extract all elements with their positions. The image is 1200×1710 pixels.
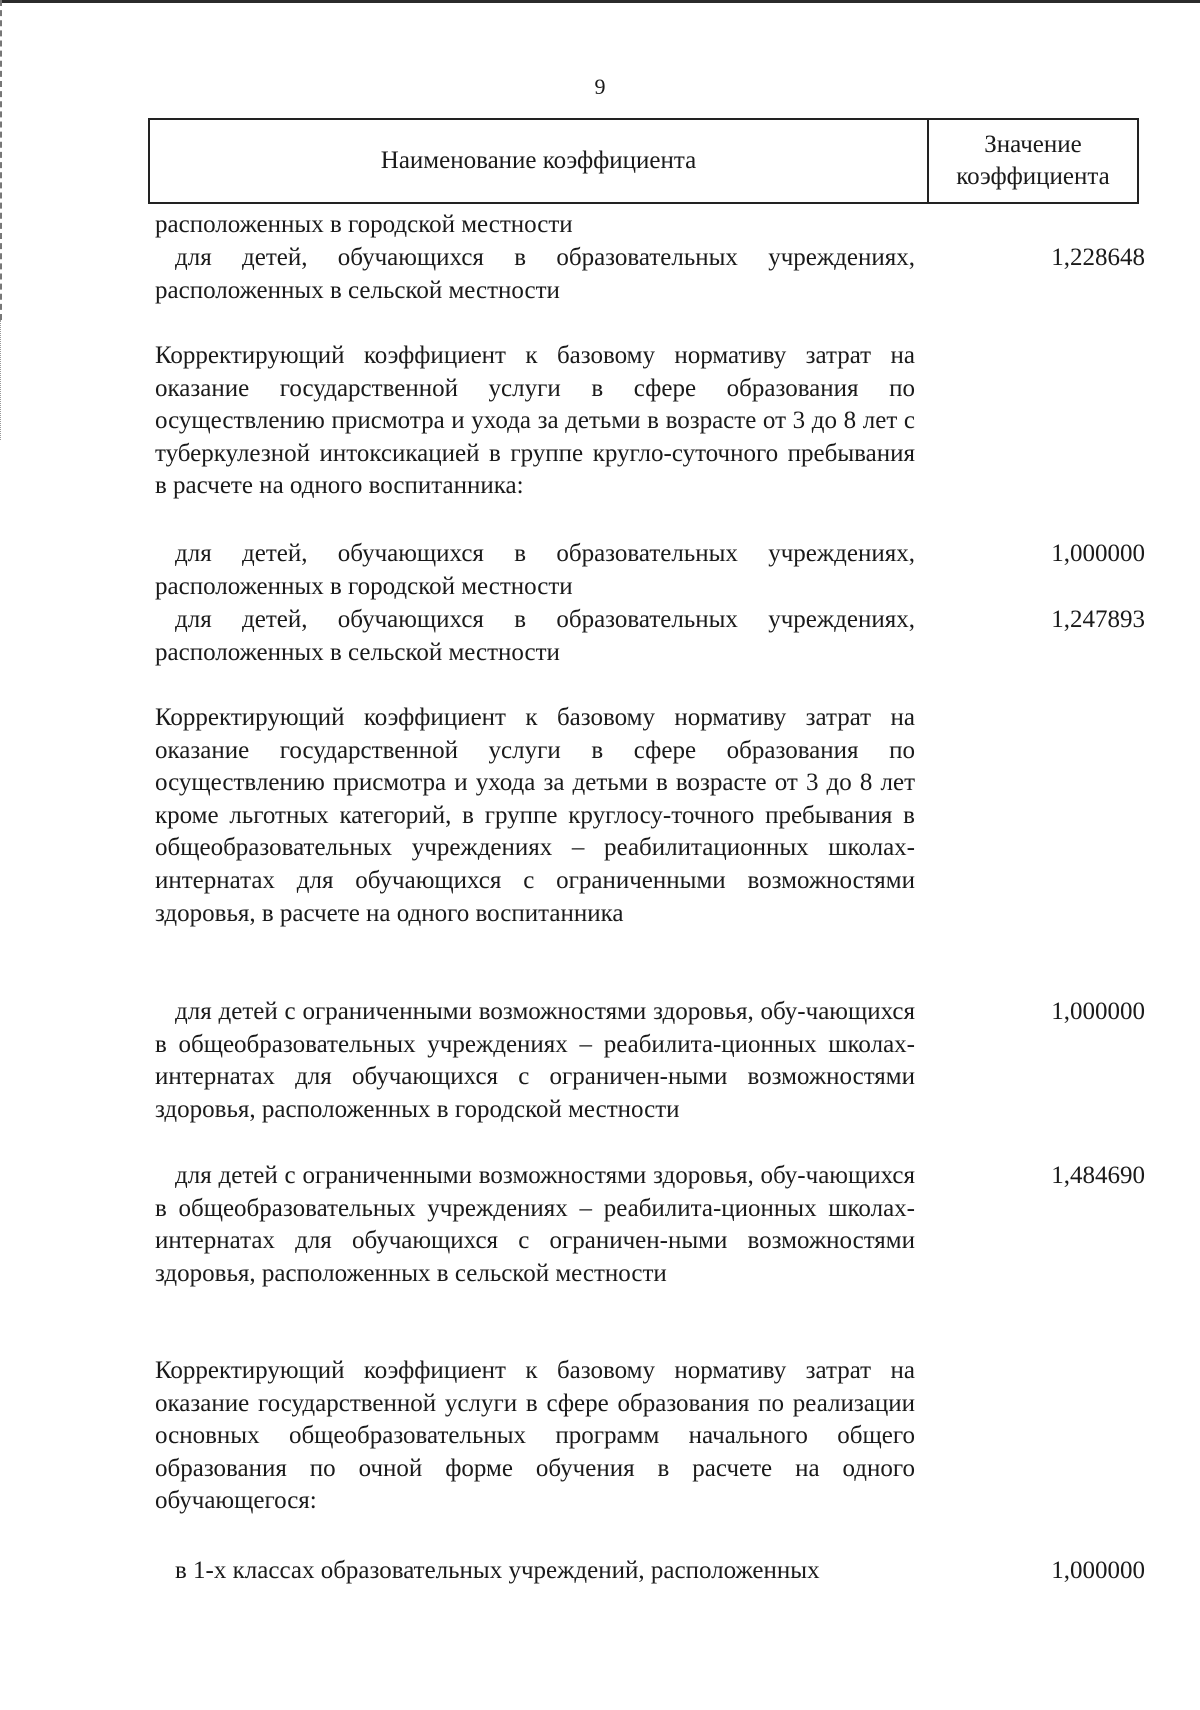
page-number: 9 [594, 74, 606, 99]
row-text: в 1-х классах образовательных учреждений, расположенных [175, 1557, 820, 1584]
row-text: Корректирующий коэффициент к базовому нормативу затрат на оказание государственной услуги в сфере образования по осуществлению присмотра и ухода за детьми в возрасте от 3 до 8 лет с туберкулезной интоксикацией в группе кругло-суточного пребывания в расчете на одного воспитанника: [155, 342, 915, 500]
row-value: 1,247893 [1051, 606, 1145, 633]
row-text: расположенных в городской местности [155, 211, 573, 238]
table-header [148, 118, 1139, 204]
row-text: для детей, обучающихся в образовательных учреждениях, расположенных в сельской местности [155, 244, 915, 304]
row-value: 1,000000 [1051, 540, 1145, 567]
row-text: для детей, обучающихся в образовательных учреждениях, расположенных в городской местности [155, 540, 915, 600]
header-name-column: Наименование коэффициента [380, 147, 697, 174]
row-text: для детей с ограниченными возможностями здоровья, обу-чающихся в общеобразовательных учреждениях – реабилита-ционных школах-интернатах для обучающихся с ограничен-ными возможностями здоровья, расположенных в сельской местности [155, 1162, 915, 1287]
row-value: 1,000000 [1051, 1557, 1145, 1584]
row-value: 1,484690 [1051, 1162, 1145, 1189]
row-value: 1,000000 [1051, 998, 1145, 1025]
row-text: Корректирующий коэффициент к базовому нормативу затрат на оказание государственной услуги в сфере образования по реализации основных общеобразовательных программ начального общего образования по очной форме обучения в расчете на одного обучающегося: [155, 1357, 915, 1515]
row-value: 1,228648 [1051, 244, 1145, 271]
scan-edge-left [0, 0, 4, 320]
row-text: для детей, обучающихся в образовательных учреждениях, расположенных в сельской местности [155, 606, 915, 666]
header-value-column: Значение коэффициента [956, 131, 1110, 190]
scan-edge-left-dotted [0, 320, 3, 440]
scan-edge-top [0, 0, 1200, 3]
row-text: Корректирующий коэффициент к базовому нормативу затрат на оказание государственной услуги в сфере образования по осуществлению присмотра и ухода за детьми в возрасте от 3 до 8 лет кроме льготных категорий, в группе круглосу-точного пребывания в общеобразовательных учреждениях – реабилитационных школах-интернатах для обучающихся с ограниченными возможностями здоровья, в расчете на одного воспитанника [155, 704, 915, 927]
row-text: для детей с ограниченными возможностями здоровья, обу-чающихся в общеобразовательных учреждениях – реабилита-ционных школах-интернатах для обучающихся с ограничен-ными возможностями здоровья, расположенных в городской местности [155, 998, 915, 1123]
